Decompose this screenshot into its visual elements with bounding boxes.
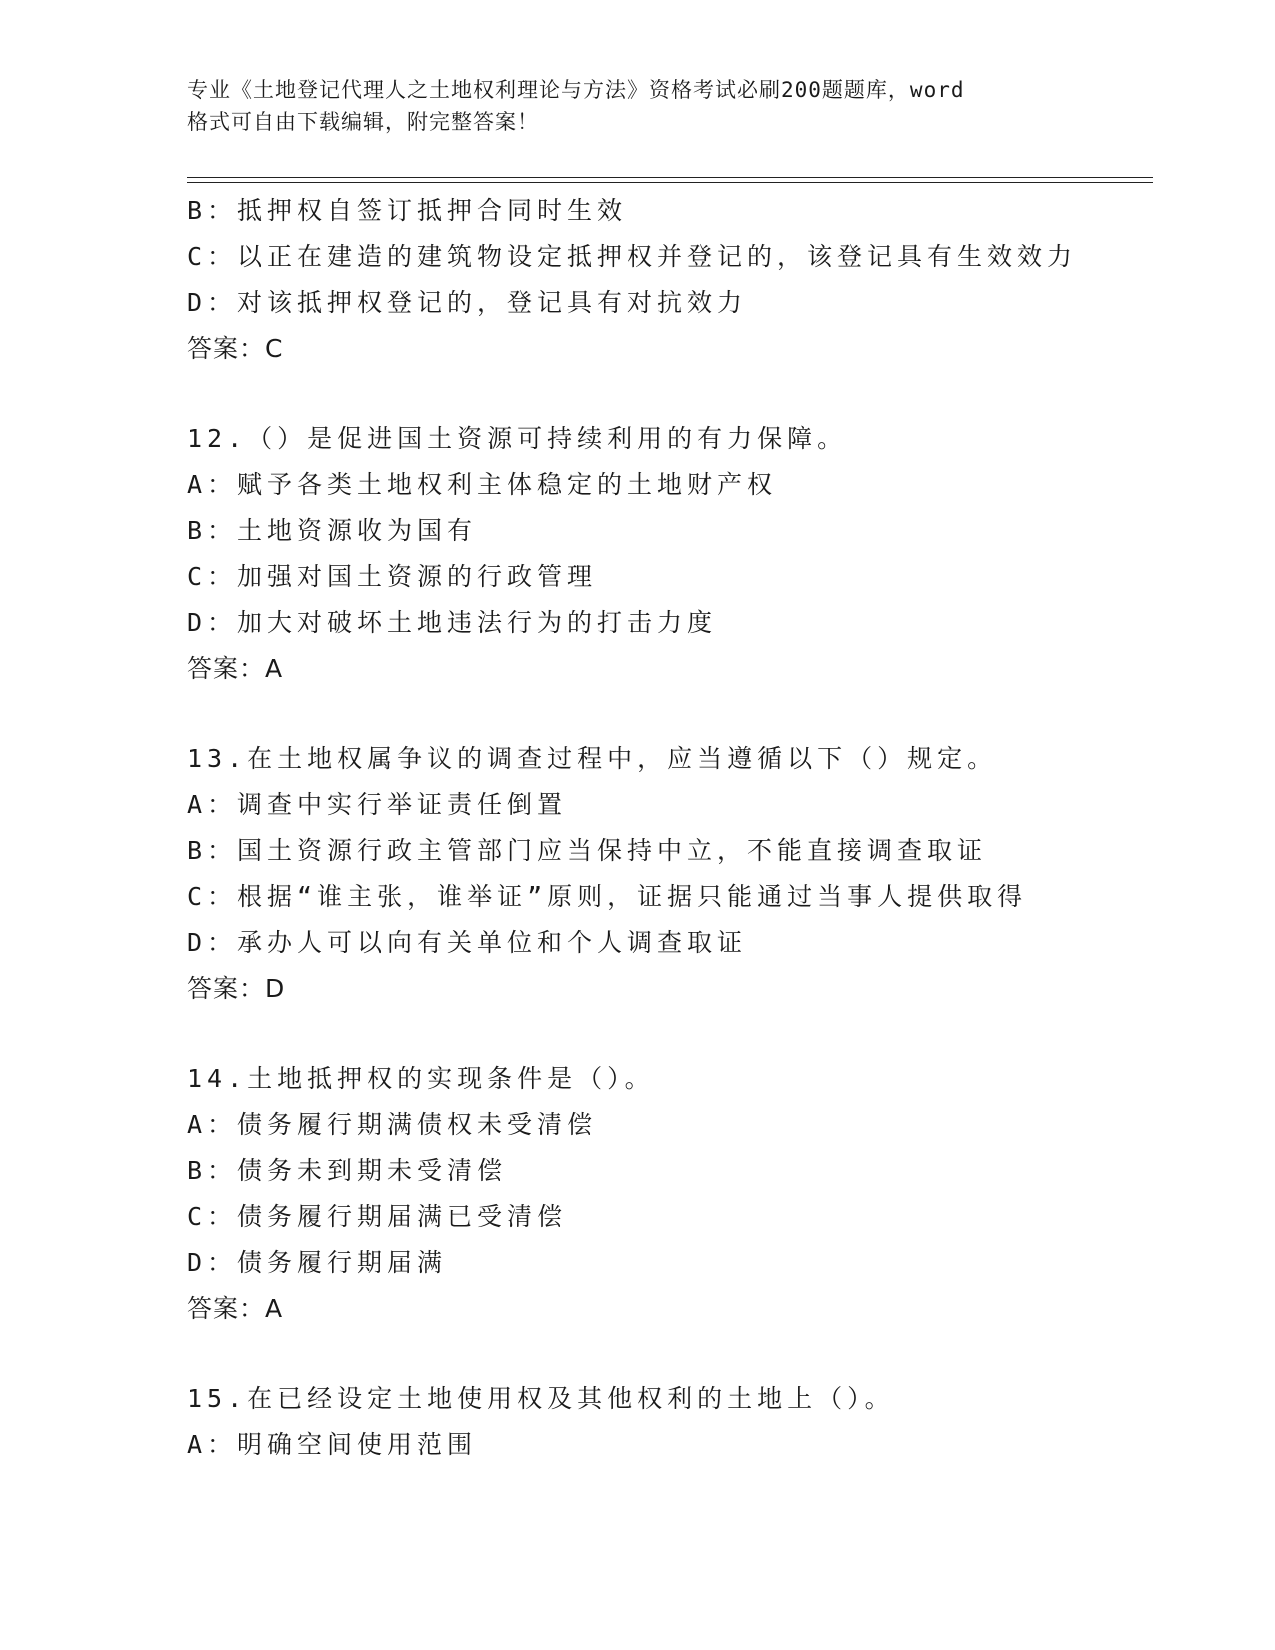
option-a: A：调查中实行举证责任倒置 — [187, 790, 568, 819]
option-a: A：债务履行期满债权未受清偿 — [187, 1110, 598, 1139]
header-divider-bottom — [187, 182, 1153, 183]
question-list — [187, 188, 1147, 1468]
option-b: B：债务未到期未受清偿 — [187, 1156, 508, 1185]
option-b: B：土地资源收为国有 — [187, 516, 478, 545]
question-11-continued — [187, 188, 1147, 372]
option-a: A：明确空间使用范围 — [187, 1430, 478, 1459]
question-stem: 15.在已经设定土地使用权及其他权利的土地上（）。 — [187, 1384, 895, 1413]
header-divider-top — [187, 177, 1153, 178]
spacer — [187, 1332, 1147, 1376]
spacer — [187, 372, 1147, 416]
question-stem: 12.（）是促进国土资源可持续利用的有力保障。 — [187, 424, 848, 453]
answer-line: 答案：A — [187, 1294, 284, 1323]
option-c: C：加强对国土资源的行政管理 — [187, 562, 598, 591]
option-d: D：对该抵押权登记的，登记具有对抗效力 — [187, 288, 748, 317]
header-line-1: 专业《土地登记代理人之土地权利理论与方法》资格考试必刷200题题库，word — [187, 78, 965, 102]
option-a: A：赋予各类土地权利主体稳定的土地财产权 — [187, 470, 778, 499]
spacer — [187, 692, 1147, 736]
answer-line: 答案：A — [187, 654, 284, 683]
option-d: D：债务履行期届满 — [187, 1248, 448, 1277]
answer-line: 答案：D — [187, 974, 286, 1003]
option-b: B：抵押权自签订抵押合同时生效 — [187, 196, 628, 225]
option-b: B：国土资源行政主管部门应当保持中立，不能直接调查取证 — [187, 836, 988, 865]
question-15 — [187, 1376, 1147, 1468]
question-13 — [187, 736, 1147, 1012]
question-stem: 13.在土地权属争议的调查过程中，应当遵循以下（）规定。 — [187, 744, 998, 773]
option-d: D：承办人可以向有关单位和个人调查取证 — [187, 928, 748, 957]
document-header — [187, 74, 1087, 138]
question-stem: 14.土地抵押权的实现条件是（）。 — [187, 1064, 655, 1093]
question-14 — [187, 1056, 1147, 1332]
question-12 — [187, 416, 1147, 692]
option-c: C：以正在建造的建筑物设定抵押权并登记的，该登记具有生效效力 — [187, 242, 1078, 271]
answer-line: 答案：C — [187, 334, 284, 363]
option-d: D：加大对破坏土地违法行为的打击力度 — [187, 608, 718, 637]
spacer — [187, 1012, 1147, 1056]
header-line-2: 格式可自由下载编辑，附完整答案！ — [187, 110, 539, 134]
option-c: C：根据“谁主张，谁举证”原则，证据只能通过当事人提供取得 — [187, 882, 1028, 911]
option-c: C：债务履行期届满已受清偿 — [187, 1202, 568, 1231]
